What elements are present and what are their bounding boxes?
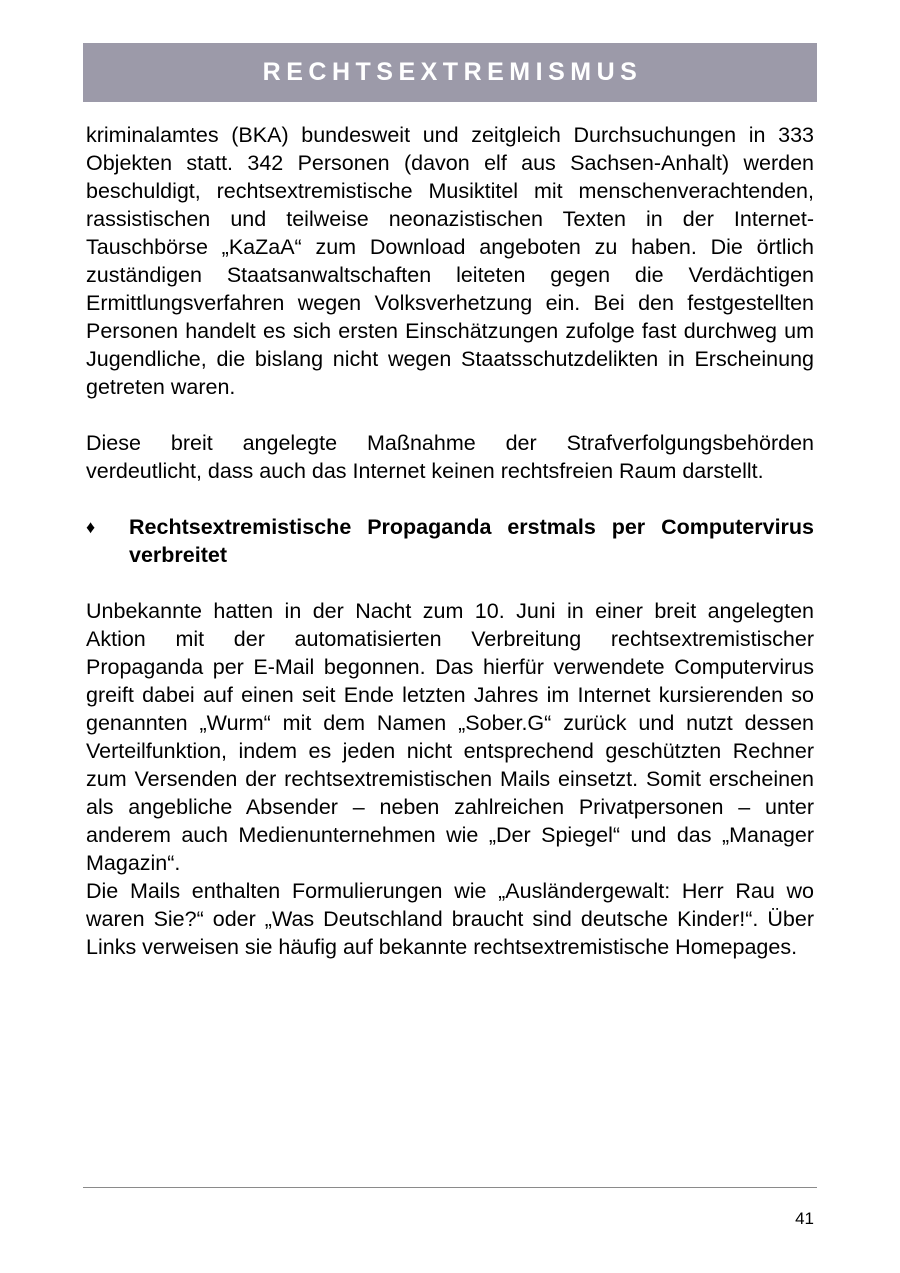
paragraph-computer-virus: Unbekannte hatten in der Nacht zum 10. Juni in einer breit angelegten Aktion mit der automatisierten Verbreitung rechtsextremistischer Propaganda per E-Mail begonnen. Das hierfür verwendete Computervirus greift dabei auf einen seit Ende letzten Jahres im Internet kursierenden so genannten „Wurm“ mit dem Namen „Sober.G“ zurück und nutzt dessen Verteilfunktion, indem es jeden nicht entsprechend geschützten Rechner zum Versenden der rechtsextremistischen Mails einsetzt. Somit erscheinen als angebliche Absender – neben zahlreichen Privatpersonen – unter anderem auch Medienunternehmen wie „Der Spiegel“ und das „Manager Magazin“. — [86, 599, 814, 875]
header-bar — [83, 43, 817, 102]
section-heading — [86, 513, 814, 569]
paragraph-measure-conclusion: Diese breit angelegte Maßnahme der Strafverfolgungsbehörden verdeutlicht, dass auch das Internet keinen rechtsfreien Raum darstellt. — [86, 431, 814, 483]
page-header-title: RECHTSEXTREMISMUS — [262, 58, 643, 86]
paragraph-bka-searches: kriminalamtes (BKA) bundesweit und zeitgleich Durchsuchungen in 333 Objekten statt. 342 Personen (davon elf aus Sachsen-Anhalt) werden beschuldigt, rechtsextremistische Musiktitel mit menschenverachtenden, rassistischen und teilweise neonazistischen Texten in der Internet-Tauschbörse „KaZaA“ zum Download angeboten zu haben. Die örtlich zuständigen Staatsanwaltschaften leiteten gegen die Verdächtigen Ermittlungsverfahren wegen Volksverhetzung ein. Bei den festgestellten Personen handelt es sich ersten Einschätzungen zufolge fast durchweg um Jugendliche, die bislang nicht wegen Staatsschutzdelikten in Erscheinung getreten waren. — [86, 123, 814, 399]
section-heading-text: Rechtsextremistische Propaganda erstmals per Computervirus verbreitet — [129, 515, 814, 567]
main-content — [86, 121, 814, 961]
page-number: 41 — [795, 1209, 814, 1228]
paragraph-mail-contents: Die Mails enthalten Formulierungen wie „Ausländergewalt: Herr Rau wo waren Sie?“ oder „Was Deutschland braucht sind deutsche Kinder!“. Über Links verweisen sie häufig auf bekannte rechtsextremistische Homepages. — [86, 879, 814, 959]
diamond-bullet-icon: ♦ — [86, 517, 96, 537]
footer-divider — [83, 1187, 817, 1188]
